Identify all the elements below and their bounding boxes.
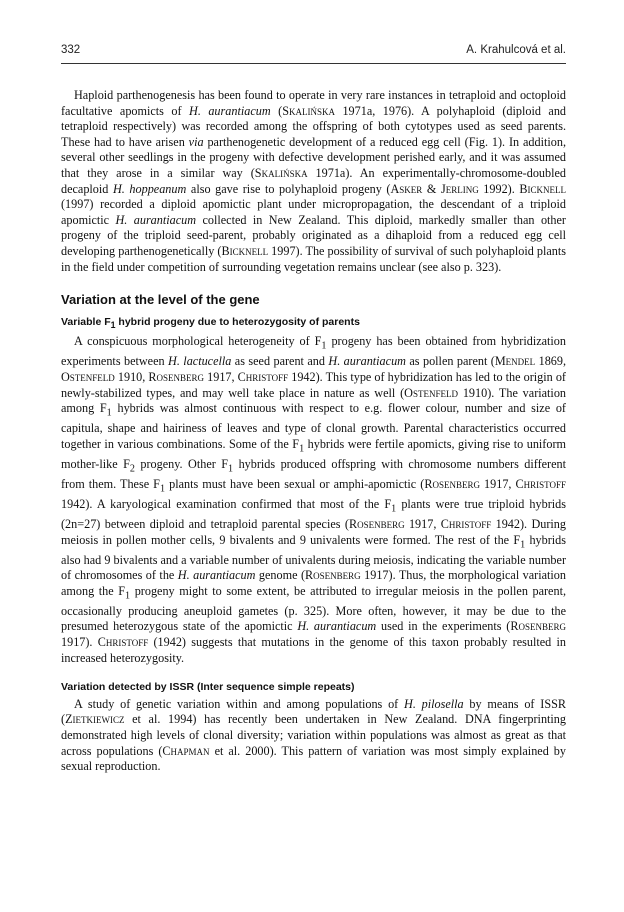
text-run: et al. 2000). This pattern of variation was most simply explained by sexual reproduction. [61, 743, 566, 774]
text-run: Haploid parthenogenesis has been found to operate in very rare instances in tetraploid and octoploid facultative apomicts of [61, 88, 566, 118]
citation-author: Jerling [440, 181, 479, 196]
running-header [61, 38, 566, 60]
text-run: as seed parent and [231, 354, 329, 369]
paragraph-f1-heterogeneity [61, 334, 566, 666]
subheading-part: hybrid progeny due to heterozygosity of parents [115, 315, 360, 328]
text-run: hybrids were fertile apomicts, giving rise to uniform mother-like F [61, 436, 567, 471]
citation-author: Chapman [162, 743, 210, 758]
text-run: 1942). During meiosis in pollen mother cells, 9 bivalents and 9 univalents were formed. The rest of the F [61, 516, 566, 547]
subscript: 1 [520, 539, 526, 550]
text-run: 1869, [535, 354, 567, 369]
subheading-issr: Variation detected by ISSR (Inter sequence simple repeats) [61, 681, 355, 694]
subscript: 1 [159, 483, 166, 495]
citation-author: Christoff [237, 370, 289, 385]
italic-text: H. hoppeanum [112, 181, 187, 196]
citation-author: Zietkiewicz [65, 712, 125, 727]
italic-text: H. aurantiacum [115, 212, 197, 227]
text-run: A conspicuous morphological heterogeneity of F [74, 334, 322, 349]
text-run: progeny. Other F [134, 456, 229, 471]
citation-author: Rosenberg [148, 370, 205, 385]
subheading-variable-f1 [61, 315, 566, 334]
citation-author: Christoff [440, 516, 492, 531]
text-run: plants were true triploid hybrids (2n=27) between diploid and tetraploid parental species ( [61, 496, 566, 531]
italic-text: via [188, 134, 204, 149]
citation-author: Asker [390, 181, 423, 196]
text-run: 1971a). An experimentally-chromosome-doubled decaploid [61, 165, 566, 196]
text-run: 1917). Thus, the morphological variation among the F [61, 568, 566, 598]
citation-author: Rosenberg [305, 568, 361, 583]
text-run: (1997) recorded a diploid apomictic plant under micropropagation, the descendant of a triploid apomictic [61, 197, 566, 227]
text-run: 1971a, 1976). A polyhaploid (diploid and tetraploid respectively) was recorded among the offspring of both cytotypes used as seed parents. These had to have arisen [61, 103, 567, 149]
subscript: 1 [125, 590, 131, 602]
text-run: ( [270, 103, 283, 118]
text-run: 1992). [478, 181, 520, 196]
text-run: 1942). A karyological examination confirmed that most of the F [61, 496, 392, 511]
text-run: 1942). This type of hybridization has led to the origin of newly-stabilized types, and may well take place in nature as well ( [61, 370, 566, 400]
text-run: plants must have been sexual or amphi-apomictic ( [165, 476, 425, 491]
text-run: progeny might to some extent, be attributed to irregular meiosis in the pollen parent, occasionally producing aneuploid gametes (p. 325). More often, however, it may be due to the presumed heterozygous state of the apomictic [61, 583, 566, 634]
citation-author: Rosenberg [424, 476, 480, 491]
body-text [61, 88, 566, 775]
paragraph-issr-study [61, 697, 566, 775]
subscript: 1 [228, 463, 234, 475]
citation-author: Mendel [494, 354, 536, 369]
italic-text: H. aurantiacum [328, 354, 406, 369]
subscript: 2 [129, 463, 135, 475]
page [61, 38, 567, 774]
header-rule [61, 63, 566, 64]
section-heading: Variation at the level of the gene [61, 292, 260, 308]
text-run: as pollen parent ( [405, 354, 495, 369]
text-run: 1910, [114, 370, 149, 385]
citation-author: Christoff [515, 476, 567, 491]
citation-author: Skalińska [282, 103, 335, 118]
italic-text: H. aurantiacum [297, 619, 377, 634]
subscript: 1 [299, 443, 305, 455]
text-run: 1917, [479, 476, 516, 491]
text-run: (1942) suggests that mutations in the genome of this taxon probably resulted in increased heterozygosity. [61, 635, 566, 665]
text-run: genome ( [255, 568, 306, 583]
citation-author: Ostenfeld [61, 370, 115, 385]
subheading-subscript: 1 [110, 319, 116, 330]
italic-text: H. pilosella [404, 696, 464, 711]
text-run: collected in New Zealand. This diploid, markedly smaller than other progeny of the triploid seed-parent, probably originated as a dihaploid from a reduced egg cell developing parthenogenetically ( [61, 212, 566, 258]
text-run: hybrids was almost continuous with respect to e.g. flower colour, number and size of capitula, shape and hairiness of leaves and type of clonal growth. Parental characteristics occurred together in various combinations. Some of the F [61, 401, 566, 451]
citation-author: Christoff [97, 635, 149, 649]
citation-author: Skalińska [254, 165, 308, 180]
text-run: by means of ISSR ( [61, 696, 567, 727]
text-run: progeny has been obtained from hybridization experiments between [61, 334, 566, 369]
text-run: 1917). [61, 635, 98, 649]
text-run: A study of genetic variation within and among populations of [74, 696, 405, 711]
citation-author: Ostenfeld [404, 385, 458, 400]
text-run: & [422, 181, 441, 196]
subscript: 1 [391, 503, 397, 515]
text-run: 1997). The possibility of survival of such polyhaploid plants in the field under competition of surrounding vegetation remains unclear (see also p. 323). [61, 243, 566, 274]
text-run: hybrids also had 9 bivalents and a variable number of univalents during meiosis, indicating the variable number of chromosomes of the [61, 532, 567, 583]
text-run: 1910). The variation among F [61, 385, 567, 416]
subscript: 1 [321, 340, 327, 352]
paragraph-haploid-parthenogenesis [61, 88, 566, 275]
italic-text: H. aurantiacum [177, 568, 256, 583]
text-run: parthenogenetic development of a reduced egg cell (Fig. 1). In addition, several other seedlings in the progeny with defective development perished early, and it was assumed that they arose in a similar way ( [61, 134, 566, 180]
citation-author: Bicknell [221, 243, 269, 258]
italic-text: H. aurantiacum [189, 103, 271, 118]
citation-author: Rosenberg [510, 619, 566, 634]
text-run: et al. 1994) has recently been undertaken in New Zealand. DNA fingerprinting demonstrated high levels of clonal diversity; variation within populations was almost as great as that across populations ( [61, 712, 566, 758]
text-run: also gave rise to polyhaploid progeny ( [186, 181, 391, 196]
subscript: 1 [106, 407, 112, 419]
text-run: used in the experiments ( [376, 619, 511, 634]
running-author: A. Krahulcová et al. [466, 44, 566, 56]
text-run: hybrids produced offspring with chromosome numbers different from them. These F [61, 456, 567, 491]
italic-text: H. lactucella [168, 354, 232, 369]
citation-author: Bicknell [519, 181, 567, 196]
subheading-part: Variable F [61, 315, 111, 328]
text-run: 1917, [404, 516, 441, 531]
text-run: 1917, [204, 370, 238, 385]
citation-author: Rosenberg [348, 516, 405, 531]
page-number: 332 [61, 44, 81, 56]
